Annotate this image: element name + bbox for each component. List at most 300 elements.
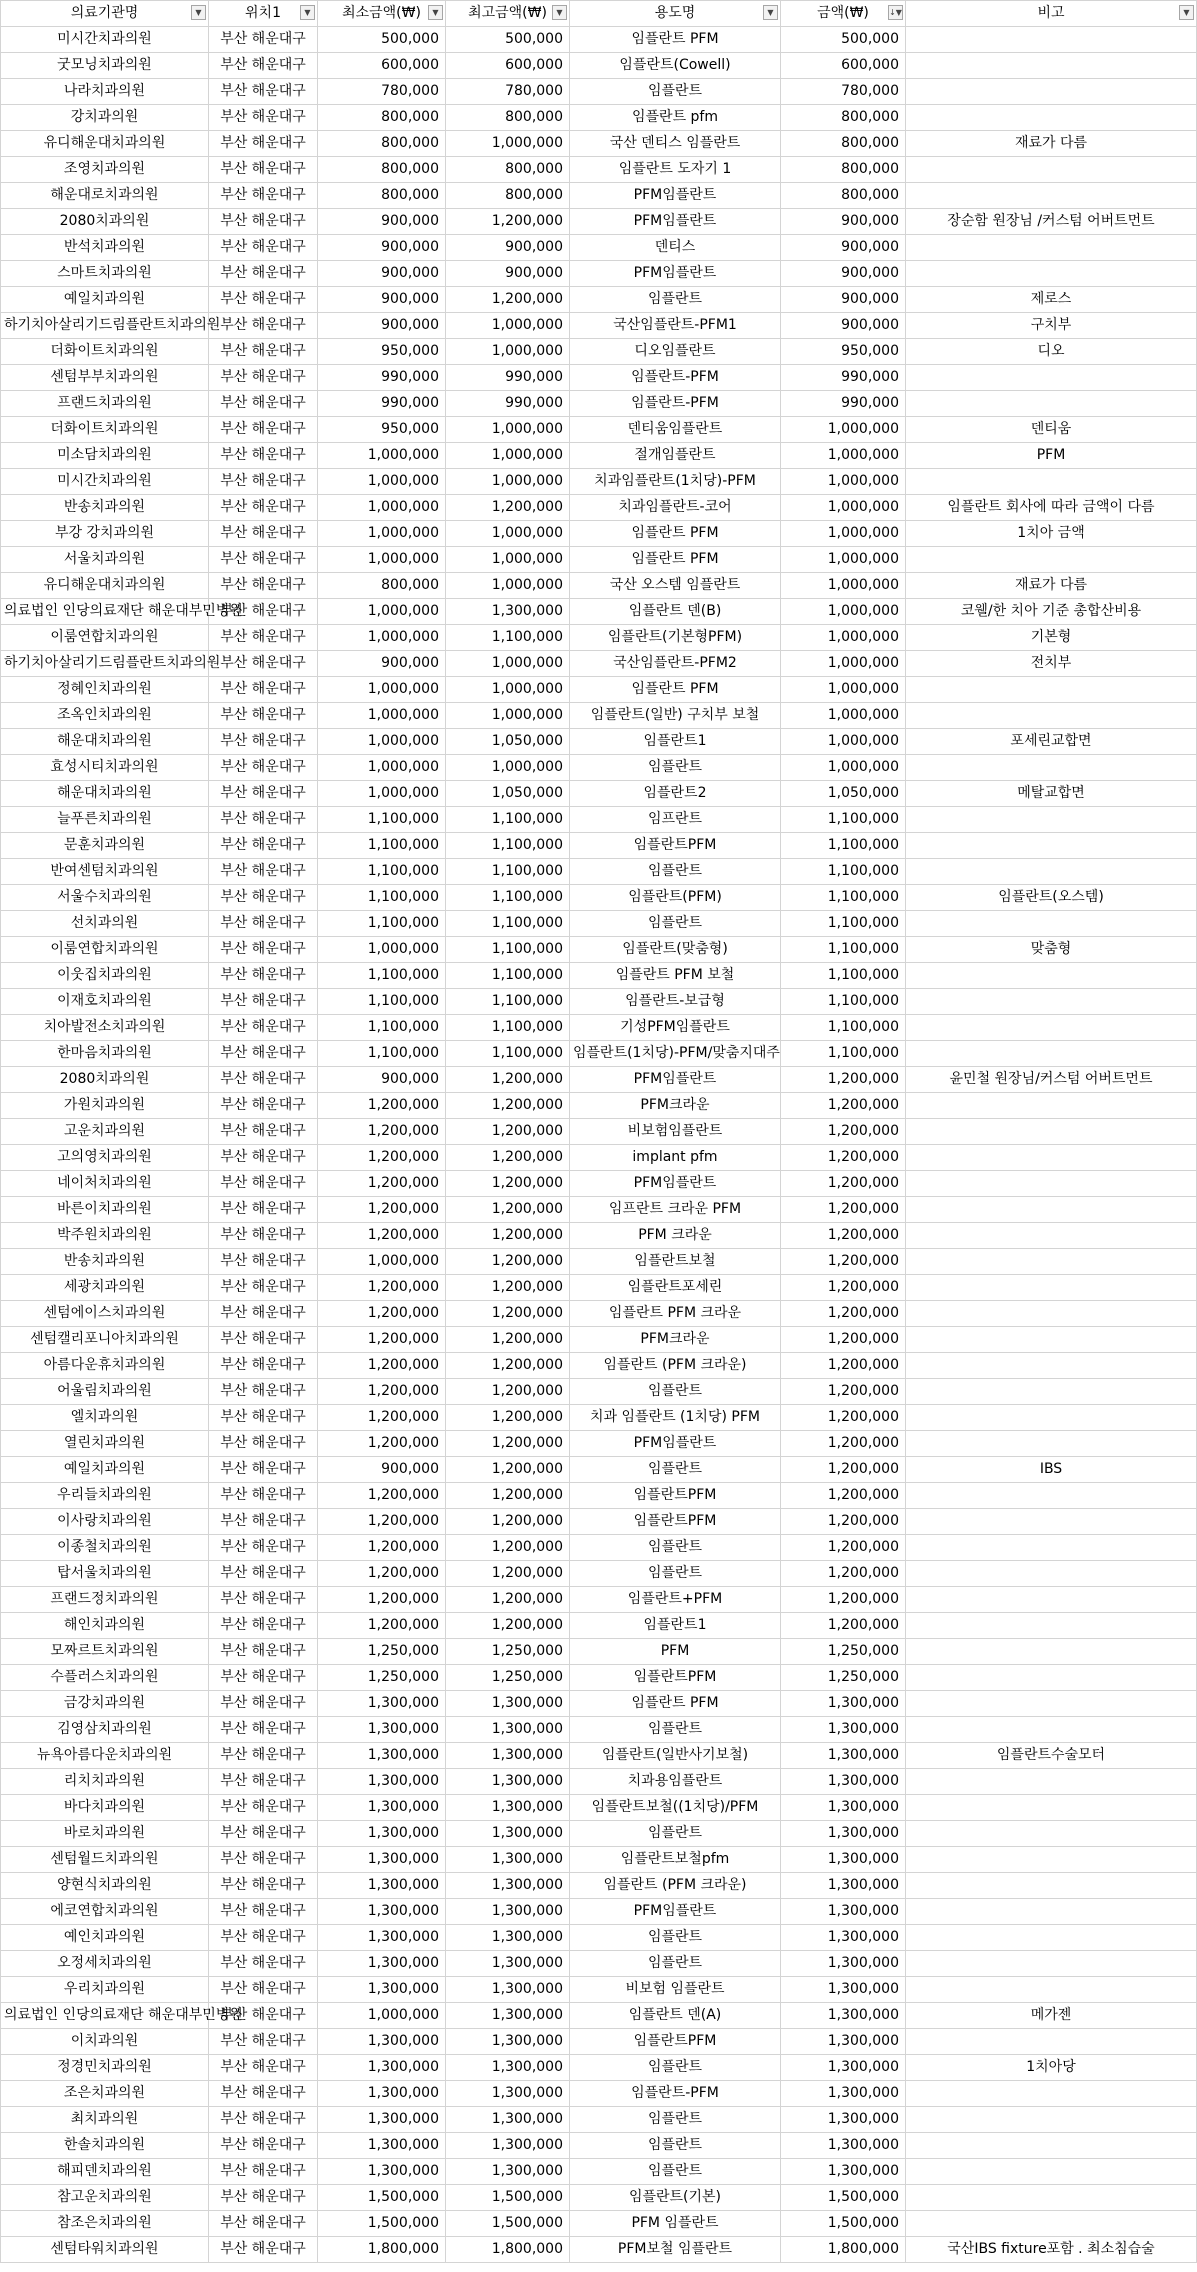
institution-cell[interactable]: 이룸연합치과의원 (1, 625, 209, 651)
location-cell[interactable]: 부산 해운대구 (209, 1535, 318, 1561)
institution-cell[interactable]: 예일치과의원 (1, 287, 209, 313)
remarks-cell[interactable]: 장순함 원장님 /커스텀 어버트먼트 (906, 209, 1197, 235)
remarks-cell[interactable] (906, 911, 1197, 937)
max-price-cell[interactable]: 1,300,000 (446, 1821, 570, 1847)
remarks-cell[interactable]: 메가젠 (906, 2003, 1197, 2029)
location-cell[interactable]: 부산 해운대구 (209, 2237, 318, 2263)
price-cell[interactable]: 1,200,000 (781, 1197, 906, 1223)
remarks-cell[interactable] (906, 1379, 1197, 1405)
institution-cell[interactable]: 바른이치과의원 (1, 1197, 209, 1223)
filter-dropdown-icon[interactable]: ▼ (428, 5, 443, 20)
usage-cell[interactable]: 임플란트 (570, 2133, 781, 2159)
min-price-cell[interactable]: 1,000,000 (318, 625, 446, 651)
max-price-cell[interactable]: 1,100,000 (446, 937, 570, 963)
price-cell[interactable]: 1,200,000 (781, 1587, 906, 1613)
max-price-cell[interactable]: 1,050,000 (446, 729, 570, 755)
institution-cell[interactable]: 우리들치과의원 (1, 1483, 209, 1509)
price-cell[interactable]: 1,200,000 (781, 1275, 906, 1301)
min-price-cell[interactable]: 990,000 (318, 391, 446, 417)
min-price-cell[interactable]: 1,200,000 (318, 1405, 446, 1431)
max-price-cell[interactable]: 1,000,000 (446, 651, 570, 677)
location-cell[interactable]: 부산 해운대구 (209, 391, 318, 417)
min-price-cell[interactable]: 1,000,000 (318, 677, 446, 703)
institution-cell[interactable]: 아름다운휴치과의원 (1, 1353, 209, 1379)
price-cell[interactable]: 1,100,000 (781, 859, 906, 885)
remarks-cell[interactable]: 전치부 (906, 651, 1197, 677)
max-price-cell[interactable]: 1,100,000 (446, 807, 570, 833)
usage-cell[interactable]: PFM임플란트 (570, 1171, 781, 1197)
min-price-cell[interactable]: 1,300,000 (318, 1717, 446, 1743)
usage-cell[interactable]: 임플란트 덴(B) (570, 599, 781, 625)
price-cell[interactable]: 1,100,000 (781, 911, 906, 937)
remarks-cell[interactable] (906, 1821, 1197, 1847)
usage-cell[interactable]: 임플란트 (570, 1535, 781, 1561)
usage-cell[interactable]: 임플란트 (PFM 크라운) (570, 1353, 781, 1379)
institution-cell[interactable]: 탑서울치과의원 (1, 1561, 209, 1587)
institution-cell[interactable]: 이룸연합치과의원 (1, 937, 209, 963)
usage-cell[interactable]: 임플란트 도자기 1 (570, 157, 781, 183)
location-cell[interactable]: 부산 해운대구 (209, 1483, 318, 1509)
remarks-cell[interactable] (906, 53, 1197, 79)
location-cell[interactable]: 부산 해운대구 (209, 1379, 318, 1405)
usage-cell[interactable]: PFM크라운 (570, 1093, 781, 1119)
remarks-cell[interactable]: 구치부 (906, 313, 1197, 339)
usage-cell[interactable]: PFM 크라운 (570, 1223, 781, 1249)
institution-cell[interactable]: 효성시티치과의원 (1, 755, 209, 781)
remarks-cell[interactable]: 기본형 (906, 625, 1197, 651)
min-price-cell[interactable]: 1,250,000 (318, 1639, 446, 1665)
min-price-cell[interactable]: 1,200,000 (318, 1223, 446, 1249)
usage-cell[interactable]: 임프란트 크라운 PFM (570, 1197, 781, 1223)
max-price-cell[interactable]: 1,300,000 (446, 2003, 570, 2029)
usage-cell[interactable]: 치과용임플란트 (570, 1769, 781, 1795)
remarks-cell[interactable] (906, 1509, 1197, 1535)
usage-cell[interactable]: 임플란트(1치당)-PFM/맞춤지대주 (570, 1041, 781, 1067)
max-price-cell[interactable]: 1,200,000 (446, 1223, 570, 1249)
remarks-cell[interactable] (906, 1795, 1197, 1821)
max-price-cell[interactable]: 1,200,000 (446, 1535, 570, 1561)
max-price-cell[interactable]: 1,100,000 (446, 989, 570, 1015)
institution-cell[interactable]: 모짜르트치과의원 (1, 1639, 209, 1665)
min-price-cell[interactable]: 1,300,000 (318, 2081, 446, 2107)
location-cell[interactable]: 부산 해운대구 (209, 1067, 318, 1093)
price-cell[interactable]: 1,000,000 (781, 573, 906, 599)
min-price-cell[interactable]: 1,100,000 (318, 989, 446, 1015)
remarks-cell[interactable]: IBS (906, 1457, 1197, 1483)
remarks-cell[interactable] (906, 1899, 1197, 1925)
remarks-cell[interactable] (906, 1223, 1197, 1249)
remarks-cell[interactable]: 제로스 (906, 287, 1197, 313)
remarks-cell[interactable] (906, 1925, 1197, 1951)
usage-cell[interactable]: 치과임플란트(1치당)-PFM (570, 469, 781, 495)
min-price-cell[interactable]: 800,000 (318, 573, 446, 599)
min-price-cell[interactable]: 1,000,000 (318, 547, 446, 573)
max-price-cell[interactable]: 990,000 (446, 391, 570, 417)
remarks-cell[interactable] (906, 1197, 1197, 1223)
max-price-cell[interactable]: 1,300,000 (446, 1717, 570, 1743)
location-cell[interactable]: 부산 해운대구 (209, 781, 318, 807)
max-price-cell[interactable]: 990,000 (446, 365, 570, 391)
price-cell[interactable]: 1,200,000 (781, 1353, 906, 1379)
max-price-cell[interactable]: 1,200,000 (446, 495, 570, 521)
price-cell[interactable]: 1,300,000 (781, 1691, 906, 1717)
institution-cell[interactable]: 수플러스치과의원 (1, 1665, 209, 1691)
location-cell[interactable]: 부산 해운대구 (209, 1873, 318, 1899)
max-price-cell[interactable]: 1,300,000 (446, 1795, 570, 1821)
min-price-cell[interactable]: 1,100,000 (318, 885, 446, 911)
remarks-cell[interactable] (906, 1587, 1197, 1613)
remarks-cell[interactable]: PFM (906, 443, 1197, 469)
institution-cell[interactable]: 바다치과의원 (1, 1795, 209, 1821)
institution-cell[interactable]: 에코연합치과의원 (1, 1899, 209, 1925)
min-price-cell[interactable]: 800,000 (318, 183, 446, 209)
price-cell[interactable]: 1,000,000 (781, 755, 906, 781)
institution-cell[interactable]: 문훈치과의원 (1, 833, 209, 859)
usage-cell[interactable]: 임플란트 PFM (570, 547, 781, 573)
location-cell[interactable]: 부산 해운대구 (209, 521, 318, 547)
max-price-cell[interactable]: 1,100,000 (446, 911, 570, 937)
usage-cell[interactable]: 임플란트 (570, 755, 781, 781)
usage-cell[interactable]: 임플란트+PFM (570, 1587, 781, 1613)
max-price-cell[interactable]: 1,200,000 (446, 1431, 570, 1457)
institution-cell[interactable]: 굿모닝치과의원 (1, 53, 209, 79)
price-cell[interactable]: 1,300,000 (781, 1977, 906, 2003)
institution-cell[interactable]: 강치과의원 (1, 105, 209, 131)
max-price-cell[interactable]: 500,000 (446, 27, 570, 53)
remarks-cell[interactable] (906, 1951, 1197, 1977)
price-cell[interactable]: 1,300,000 (781, 2055, 906, 2081)
location-cell[interactable]: 부산 해운대구 (209, 339, 318, 365)
remarks-cell[interactable] (906, 1353, 1197, 1379)
location-cell[interactable]: 부산 해운대구 (209, 833, 318, 859)
max-price-cell[interactable]: 1,300,000 (446, 1925, 570, 1951)
location-cell[interactable]: 부산 해운대구 (209, 911, 318, 937)
max-price-cell[interactable]: 1,200,000 (446, 1327, 570, 1353)
location-cell[interactable]: 부산 해운대구 (209, 235, 318, 261)
institution-cell[interactable]: 한마음치과의원 (1, 1041, 209, 1067)
remarks-cell[interactable] (906, 807, 1197, 833)
price-cell[interactable]: 1,200,000 (781, 1535, 906, 1561)
location-cell[interactable]: 부산 해운대구 (209, 1743, 318, 1769)
usage-cell[interactable]: PFM 임플란트 (570, 2211, 781, 2237)
institution-cell[interactable]: 해피덴치과의원 (1, 2159, 209, 2185)
price-cell[interactable]: 1,300,000 (781, 2159, 906, 2185)
location-cell[interactable]: 부산 해운대구 (209, 573, 318, 599)
location-cell[interactable]: 부산 해운대구 (209, 677, 318, 703)
remarks-cell[interactable] (906, 261, 1197, 287)
usage-cell[interactable]: 임플란트 PFM (570, 677, 781, 703)
max-price-cell[interactable]: 1,300,000 (446, 1977, 570, 2003)
usage-cell[interactable]: 임플란트 (570, 2107, 781, 2133)
max-price-cell[interactable]: 1,300,000 (446, 1691, 570, 1717)
max-price-cell[interactable]: 1,200,000 (446, 1197, 570, 1223)
price-cell[interactable]: 1,100,000 (781, 833, 906, 859)
location-cell[interactable]: 부산 해운대구 (209, 287, 318, 313)
price-cell[interactable]: 1,050,000 (781, 781, 906, 807)
min-price-cell[interactable]: 1,200,000 (318, 1301, 446, 1327)
min-price-cell[interactable]: 1,000,000 (318, 703, 446, 729)
usage-cell[interactable]: 절개임플란트 (570, 443, 781, 469)
location-cell[interactable]: 부산 해운대구 (209, 1171, 318, 1197)
price-cell[interactable]: 1,200,000 (781, 1379, 906, 1405)
remarks-cell[interactable] (906, 989, 1197, 1015)
usage-cell[interactable]: 임프란트 (570, 807, 781, 833)
institution-cell[interactable]: 미시간치과의원 (1, 27, 209, 53)
price-cell[interactable]: 1,200,000 (781, 1613, 906, 1639)
sort-ascending-filter-icon[interactable]: ↓▼ (888, 5, 903, 20)
remarks-cell[interactable]: 임플란트(오스템) (906, 885, 1197, 911)
location-cell[interactable]: 부산 해운대구 (209, 1769, 318, 1795)
min-price-cell[interactable]: 1,000,000 (318, 469, 446, 495)
max-price-cell[interactable]: 1,300,000 (446, 2081, 570, 2107)
institution-cell[interactable]: 참조은치과의원 (1, 2211, 209, 2237)
usage-cell[interactable]: 임플란트1 (570, 729, 781, 755)
remarks-cell[interactable] (906, 1873, 1197, 1899)
max-price-cell[interactable]: 800,000 (446, 157, 570, 183)
location-cell[interactable]: 부산 해운대구 (209, 1951, 318, 1977)
price-cell[interactable]: 1,300,000 (781, 1899, 906, 1925)
remarks-cell[interactable] (906, 1613, 1197, 1639)
usage-cell[interactable]: 임플란트포세린 (570, 1275, 781, 1301)
price-cell[interactable]: 1,800,000 (781, 2237, 906, 2263)
institution-cell[interactable]: 열린치과의원 (1, 1431, 209, 1457)
filter-dropdown-icon[interactable]: ▼ (300, 5, 315, 20)
min-price-cell[interactable]: 1,000,000 (318, 937, 446, 963)
usage-cell[interactable]: 디오임플란트 (570, 339, 781, 365)
location-cell[interactable]: 부산 해운대구 (209, 2003, 318, 2029)
max-price-cell[interactable]: 1,000,000 (446, 443, 570, 469)
location-cell[interactable]: 부산 해운대구 (209, 443, 318, 469)
price-cell[interactable]: 1,200,000 (781, 1509, 906, 1535)
remarks-cell[interactable] (906, 1015, 1197, 1041)
min-price-cell[interactable]: 900,000 (318, 313, 446, 339)
price-cell[interactable]: 1,200,000 (781, 1327, 906, 1353)
remarks-cell[interactable] (906, 1561, 1197, 1587)
min-price-cell[interactable]: 1,200,000 (318, 1353, 446, 1379)
remarks-cell[interactable]: 메탈교합면 (906, 781, 1197, 807)
remarks-cell[interactable]: 윤민철 원장님/커스텀 어버트먼트 (906, 1067, 1197, 1093)
location-cell[interactable]: 부산 해운대구 (209, 1275, 318, 1301)
usage-cell[interactable]: 임플란트 pfm (570, 105, 781, 131)
usage-cell[interactable]: 임플란트 (570, 2055, 781, 2081)
max-price-cell[interactable]: 1,200,000 (446, 1249, 570, 1275)
institution-cell[interactable]: 반여센텀치과의원 (1, 859, 209, 885)
institution-cell[interactable]: 유디해운대치과의원 (1, 573, 209, 599)
institution-cell[interactable]: 엘치과의원 (1, 1405, 209, 1431)
min-price-cell[interactable]: 1,200,000 (318, 1171, 446, 1197)
usage-cell[interactable]: 임플란트PFM (570, 1509, 781, 1535)
usage-cell[interactable]: 임플란트 (570, 2159, 781, 2185)
usage-cell[interactable]: 임플란트 (570, 1717, 781, 1743)
max-price-cell[interactable]: 1,800,000 (446, 2237, 570, 2263)
remarks-cell[interactable] (906, 1275, 1197, 1301)
institution-cell[interactable]: 2080치과의원 (1, 1067, 209, 1093)
institution-cell[interactable]: 이웃집치과의원 (1, 963, 209, 989)
institution-cell[interactable]: 우리치과의원 (1, 1977, 209, 2003)
max-price-cell[interactable]: 1,250,000 (446, 1665, 570, 1691)
location-cell[interactable]: 부산 해운대구 (209, 2081, 318, 2107)
usage-cell[interactable]: 임플란트 (570, 1379, 781, 1405)
min-price-cell[interactable]: 780,000 (318, 79, 446, 105)
max-price-cell[interactable]: 1,000,000 (446, 521, 570, 547)
remarks-cell[interactable]: 1치아 금액 (906, 521, 1197, 547)
price-cell[interactable]: 1,250,000 (781, 1639, 906, 1665)
max-price-cell[interactable]: 1,100,000 (446, 1015, 570, 1041)
institution-cell[interactable]: 부강 강치과의원 (1, 521, 209, 547)
institution-cell[interactable]: 치아발전소치과의원 (1, 1015, 209, 1041)
location-cell[interactable]: 부산 해운대구 (209, 313, 318, 339)
price-cell[interactable]: 1,000,000 (781, 651, 906, 677)
min-price-cell[interactable]: 1,100,000 (318, 1015, 446, 1041)
price-cell[interactable]: 1,500,000 (781, 2211, 906, 2237)
max-price-cell[interactable]: 1,200,000 (446, 1405, 570, 1431)
price-cell[interactable]: 1,000,000 (781, 599, 906, 625)
location-cell[interactable]: 부산 해운대구 (209, 157, 318, 183)
min-price-cell[interactable]: 1,100,000 (318, 911, 446, 937)
location-cell[interactable]: 부산 해운대구 (209, 105, 318, 131)
remarks-cell[interactable] (906, 469, 1197, 495)
max-price-cell[interactable]: 1,000,000 (446, 547, 570, 573)
remarks-cell[interactable]: 디오 (906, 339, 1197, 365)
usage-cell[interactable]: 임플란트 (570, 1821, 781, 1847)
usage-cell[interactable]: 치과 임플란트 (1치당) PFM (570, 1405, 781, 1431)
min-price-cell[interactable]: 1,300,000 (318, 1977, 446, 2003)
remarks-cell[interactable] (906, 1041, 1197, 1067)
price-cell[interactable]: 1,300,000 (781, 1795, 906, 1821)
institution-cell[interactable]: 금강치과의원 (1, 1691, 209, 1717)
max-price-cell[interactable]: 1,300,000 (446, 1847, 570, 1873)
max-price-cell[interactable]: 1,500,000 (446, 2211, 570, 2237)
remarks-cell[interactable] (906, 79, 1197, 105)
price-cell[interactable]: 1,000,000 (781, 677, 906, 703)
price-cell[interactable]: 1,000,000 (781, 495, 906, 521)
location-cell[interactable]: 부산 해운대구 (209, 1665, 318, 1691)
location-cell[interactable]: 부산 해운대구 (209, 2107, 318, 2133)
location-cell[interactable]: 부산 해운대구 (209, 1717, 318, 1743)
min-price-cell[interactable]: 600,000 (318, 53, 446, 79)
price-cell[interactable]: 1,000,000 (781, 417, 906, 443)
max-price-cell[interactable]: 800,000 (446, 183, 570, 209)
price-cell[interactable]: 990,000 (781, 391, 906, 417)
location-cell[interactable]: 부산 해운대구 (209, 625, 318, 651)
usage-cell[interactable]: 임플란트(일반) 구치부 보철 (570, 703, 781, 729)
location-cell[interactable]: 부산 해운대구 (209, 27, 318, 53)
institution-cell[interactable]: 센텀부부치과의원 (1, 365, 209, 391)
institution-cell[interactable]: 고운치과의원 (1, 1119, 209, 1145)
min-price-cell[interactable]: 990,000 (318, 365, 446, 391)
min-price-cell[interactable]: 1,200,000 (318, 1587, 446, 1613)
max-price-cell[interactable]: 1,000,000 (446, 339, 570, 365)
usage-cell[interactable]: 기성PFM임플란트 (570, 1015, 781, 1041)
usage-cell[interactable]: 임플란트-PFM (570, 2081, 781, 2107)
institution-cell[interactable]: 가원치과의원 (1, 1093, 209, 1119)
min-price-cell[interactable]: 1,100,000 (318, 807, 446, 833)
location-cell[interactable]: 부산 해운대구 (209, 755, 318, 781)
min-price-cell[interactable]: 900,000 (318, 261, 446, 287)
min-price-cell[interactable]: 900,000 (318, 651, 446, 677)
institution-cell[interactable]: 이치과의원 (1, 2029, 209, 2055)
max-price-cell[interactable]: 1,200,000 (446, 1587, 570, 1613)
remarks-cell[interactable] (906, 1691, 1197, 1717)
institution-cell[interactable]: 김영삼치과의원 (1, 1717, 209, 1743)
max-price-cell[interactable]: 1,200,000 (446, 1379, 570, 1405)
price-cell[interactable]: 1,200,000 (781, 1093, 906, 1119)
min-price-cell[interactable]: 1,300,000 (318, 1951, 446, 1977)
location-cell[interactable]: 부산 해운대구 (209, 1041, 318, 1067)
price-cell[interactable]: 800,000 (781, 157, 906, 183)
max-price-cell[interactable]: 1,100,000 (446, 963, 570, 989)
min-price-cell[interactable]: 1,200,000 (318, 1509, 446, 1535)
location-cell[interactable]: 부산 해운대구 (209, 79, 318, 105)
location-cell[interactable]: 부산 해운대구 (209, 1093, 318, 1119)
min-price-cell[interactable]: 1,200,000 (318, 1197, 446, 1223)
institution-cell[interactable]: 반송치과의원 (1, 1249, 209, 1275)
max-price-cell[interactable]: 1,000,000 (446, 469, 570, 495)
price-cell[interactable]: 990,000 (781, 365, 906, 391)
institution-cell[interactable]: 해운대치과의원 (1, 781, 209, 807)
remarks-cell[interactable]: 포세린교합면 (906, 729, 1197, 755)
max-price-cell[interactable]: 1,300,000 (446, 2055, 570, 2081)
usage-cell[interactable]: PFM임플란트 (570, 1431, 781, 1457)
max-price-cell[interactable]: 1,200,000 (446, 1145, 570, 1171)
remarks-cell[interactable] (906, 1119, 1197, 1145)
remarks-cell[interactable]: 임플란트 회사에 따라 금액이 다름 (906, 495, 1197, 521)
min-price-cell[interactable]: 1,300,000 (318, 1795, 446, 1821)
institution-cell[interactable]: 늘푸른치과의원 (1, 807, 209, 833)
location-cell[interactable]: 부산 해운대구 (209, 1145, 318, 1171)
price-cell[interactable]: 1,300,000 (781, 1925, 906, 1951)
min-price-cell[interactable]: 1,100,000 (318, 833, 446, 859)
usage-cell[interactable]: 임플란트-PFM (570, 365, 781, 391)
institution-cell[interactable]: 스마트치과의원 (1, 261, 209, 287)
price-cell[interactable]: 800,000 (781, 131, 906, 157)
max-price-cell[interactable]: 1,200,000 (446, 1301, 570, 1327)
min-price-cell[interactable]: 1,000,000 (318, 755, 446, 781)
location-cell[interactable]: 부산 해운대구 (209, 131, 318, 157)
institution-cell[interactable]: 참고운치과의원 (1, 2185, 209, 2211)
price-cell[interactable]: 1,200,000 (781, 1561, 906, 1587)
usage-cell[interactable]: 임플란트(PFM) (570, 885, 781, 911)
usage-cell[interactable]: 임플란트(Cowell) (570, 53, 781, 79)
price-cell[interactable]: 1,200,000 (781, 1301, 906, 1327)
max-price-cell[interactable]: 1,100,000 (446, 885, 570, 911)
price-cell[interactable]: 600,000 (781, 53, 906, 79)
institution-cell[interactable]: 서울치과의원 (1, 547, 209, 573)
remarks-cell[interactable] (906, 703, 1197, 729)
usage-cell[interactable]: 임플란트 (570, 911, 781, 937)
price-cell[interactable]: 1,300,000 (781, 2107, 906, 2133)
min-price-cell[interactable]: 1,250,000 (318, 1665, 446, 1691)
max-price-cell[interactable]: 1,300,000 (446, 2159, 570, 2185)
max-price-cell[interactable]: 1,050,000 (446, 781, 570, 807)
institution-cell[interactable]: 미시간치과의원 (1, 469, 209, 495)
min-price-cell[interactable]: 500,000 (318, 27, 446, 53)
min-price-cell[interactable]: 1,300,000 (318, 1769, 446, 1795)
min-price-cell[interactable]: 1,200,000 (318, 1379, 446, 1405)
usage-cell[interactable]: 임플란트(기본형PFM) (570, 625, 781, 651)
min-price-cell[interactable]: 1,300,000 (318, 1691, 446, 1717)
usage-cell[interactable]: 임플란트-보급형 (570, 989, 781, 1015)
usage-cell[interactable]: PFM (570, 1639, 781, 1665)
usage-cell[interactable]: 임플란트-PFM (570, 391, 781, 417)
location-cell[interactable]: 부산 해운대구 (209, 1119, 318, 1145)
usage-cell[interactable]: 덴티움임플란트 (570, 417, 781, 443)
location-cell[interactable]: 부산 해운대구 (209, 1613, 318, 1639)
max-price-cell[interactable]: 1,100,000 (446, 833, 570, 859)
usage-cell[interactable]: 임플란트 PFM 크라운 (570, 1301, 781, 1327)
location-cell[interactable]: 부산 해운대구 (209, 547, 318, 573)
institution-cell[interactable]: 조은치과의원 (1, 2081, 209, 2107)
